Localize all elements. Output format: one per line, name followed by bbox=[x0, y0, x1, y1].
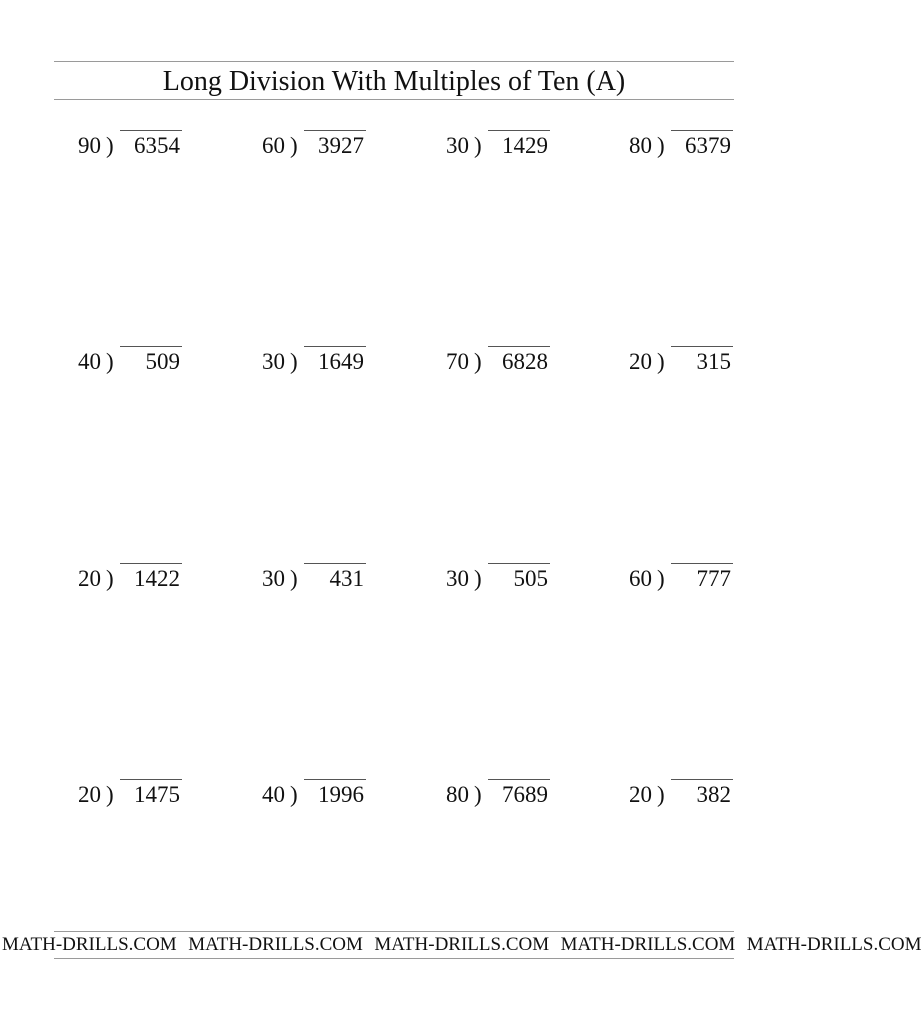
division-bar bbox=[120, 346, 182, 347]
divisor: 30 bbox=[446, 566, 469, 591]
division-bracket: ) bbox=[290, 349, 298, 374]
division-bracket: ) bbox=[657, 133, 665, 158]
division-bracket: ) bbox=[657, 349, 665, 374]
division-bar bbox=[488, 346, 550, 347]
division-bar bbox=[120, 563, 182, 564]
footer-top-rule bbox=[54, 931, 734, 932]
dividend: 6379 bbox=[685, 133, 731, 158]
dividend: 382 bbox=[696, 782, 731, 807]
divisor: 20 bbox=[78, 782, 101, 807]
division-bar bbox=[120, 130, 182, 131]
divisor: 40 bbox=[78, 349, 101, 374]
division-bar bbox=[671, 346, 733, 347]
divisor: 30 bbox=[446, 133, 469, 158]
dividend: 1649 bbox=[318, 349, 364, 374]
division-bracket: ) bbox=[474, 349, 482, 374]
divisor: 20 bbox=[629, 782, 652, 807]
division-bar bbox=[304, 346, 366, 347]
division-bracket: ) bbox=[657, 782, 665, 807]
division-bracket: ) bbox=[106, 566, 114, 591]
division-bar bbox=[488, 563, 550, 564]
divisor: 20 bbox=[629, 349, 652, 374]
divisor: 80 bbox=[446, 782, 469, 807]
dividend: 777 bbox=[696, 566, 731, 591]
dividend: 509 bbox=[145, 349, 180, 374]
dividend: 315 bbox=[696, 349, 731, 374]
divisor: 70 bbox=[446, 349, 469, 374]
division-bar bbox=[671, 130, 733, 131]
division-bar bbox=[671, 779, 733, 780]
division-bar bbox=[488, 130, 550, 131]
divisor: 40 bbox=[262, 782, 285, 807]
title-top-rule bbox=[54, 61, 734, 62]
division-bracket: ) bbox=[290, 566, 298, 591]
division-bar bbox=[304, 563, 366, 564]
division-bracket: ) bbox=[657, 566, 665, 591]
dividend: 431 bbox=[329, 566, 364, 591]
division-bar bbox=[120, 779, 182, 780]
divisor: 60 bbox=[262, 133, 285, 158]
divisor: 60 bbox=[629, 566, 652, 591]
dividend: 6354 bbox=[134, 133, 180, 158]
divisor: 90 bbox=[78, 133, 101, 158]
dividend: 3927 bbox=[318, 133, 364, 158]
dividend: 1996 bbox=[318, 782, 364, 807]
divisor: 20 bbox=[78, 566, 101, 591]
division-bracket: ) bbox=[474, 133, 482, 158]
page-title: Long Division With Multiples of Ten (A) bbox=[162, 66, 626, 97]
dividend: 505 bbox=[513, 566, 548, 591]
division-bracket: ) bbox=[106, 782, 114, 807]
division-bar bbox=[488, 779, 550, 780]
dividend: 1422 bbox=[134, 566, 180, 591]
footer-watermark-band bbox=[2, 933, 922, 957]
division-bracket: ) bbox=[474, 566, 482, 591]
division-bracket: ) bbox=[106, 133, 114, 158]
division-bracket: ) bbox=[290, 133, 298, 158]
division-bracket: ) bbox=[474, 782, 482, 807]
division-bracket: ) bbox=[290, 782, 298, 807]
title-bottom-rule bbox=[54, 99, 734, 100]
division-bar bbox=[671, 563, 733, 564]
division-bar bbox=[304, 130, 366, 131]
division-bracket: ) bbox=[106, 349, 114, 374]
dividend: 1475 bbox=[134, 782, 180, 807]
dividend: 1429 bbox=[502, 133, 548, 158]
divisor: 30 bbox=[262, 566, 285, 591]
division-bar bbox=[304, 779, 366, 780]
divisor: 80 bbox=[629, 133, 652, 158]
footer-bottom-rule bbox=[54, 958, 734, 959]
divisor: 30 bbox=[262, 349, 285, 374]
dividend: 7689 bbox=[502, 782, 548, 807]
dividend: 6828 bbox=[502, 349, 548, 374]
footer-watermark: MATH-DRILLS.COM MATH-DRILLS.COM MATH-DRILLS.COM MATH-DRILLS.COM MATH-DRILLS.COM bbox=[2, 934, 922, 955]
